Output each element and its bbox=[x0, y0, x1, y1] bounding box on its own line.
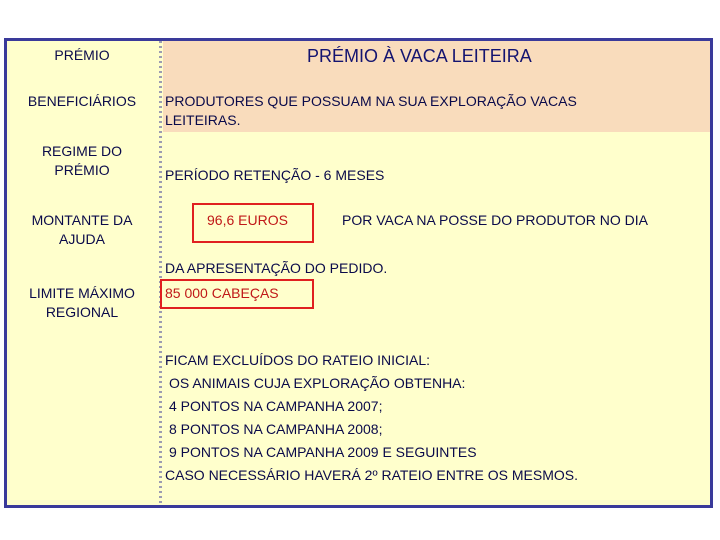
header-left-label: PRÉMIO bbox=[54, 47, 110, 63]
limite-label-1: LIMITE MÁXIMO bbox=[29, 285, 135, 301]
note-line: 8 PONTOS NA CAMPANHA 2008; bbox=[169, 421, 383, 437]
note-line: CASO NECESSÁRIO HAVERÁ 2º RATEIO ENTRE OS MESMOS. bbox=[165, 467, 579, 483]
regime-label-2: PRÉMIO bbox=[54, 162, 110, 178]
montante-text-2: DA APRESENTAÇÃO DO PEDIDO. bbox=[165, 260, 388, 276]
note-line: OS ANIMAIS CUJA EXPLORAÇÃO OBTENHA: bbox=[169, 375, 466, 391]
info-table bbox=[4, 38, 713, 508]
beneficiarios-text-1: PRODUTORES QUE POSSUAM NA SUA EXPLORAÇÃO VACAS bbox=[165, 93, 577, 109]
montante-text-1: POR VACA NA POSSE DO PRODUTOR NO DIA bbox=[342, 212, 648, 228]
note-line: 9 PONTOS NA CAMPANHA 2009 E SEGUINTES bbox=[169, 444, 477, 460]
beneficiarios-text-2: LEITEIRAS. bbox=[165, 112, 241, 128]
regime-label-1: REGIME DO bbox=[41, 143, 123, 159]
montante-label-2: AJUDA bbox=[59, 231, 105, 247]
note-line: 4 PONTOS NA CAMPANHA 2007; bbox=[169, 398, 383, 414]
regime-text: PERÍODO RETENÇÃO - 6 MESES bbox=[165, 167, 385, 183]
note-line: FICAM EXCLUÍDOS DO RATEIO INICIAL: bbox=[165, 352, 431, 368]
limite-label-2: REGIONAL bbox=[45, 304, 119, 320]
limit-value: 85 000 CABEÇAS bbox=[165, 285, 279, 301]
montante-label-1: MONTANTE DA bbox=[31, 212, 133, 228]
page-title: PRÉMIO À VACA LEITEIRA bbox=[307, 46, 532, 66]
column-divider bbox=[159, 41, 162, 505]
beneficiarios-label: BENEFICIÁRIOS bbox=[27, 93, 137, 109]
amount-value: 96,6 EUROS bbox=[207, 212, 288, 228]
